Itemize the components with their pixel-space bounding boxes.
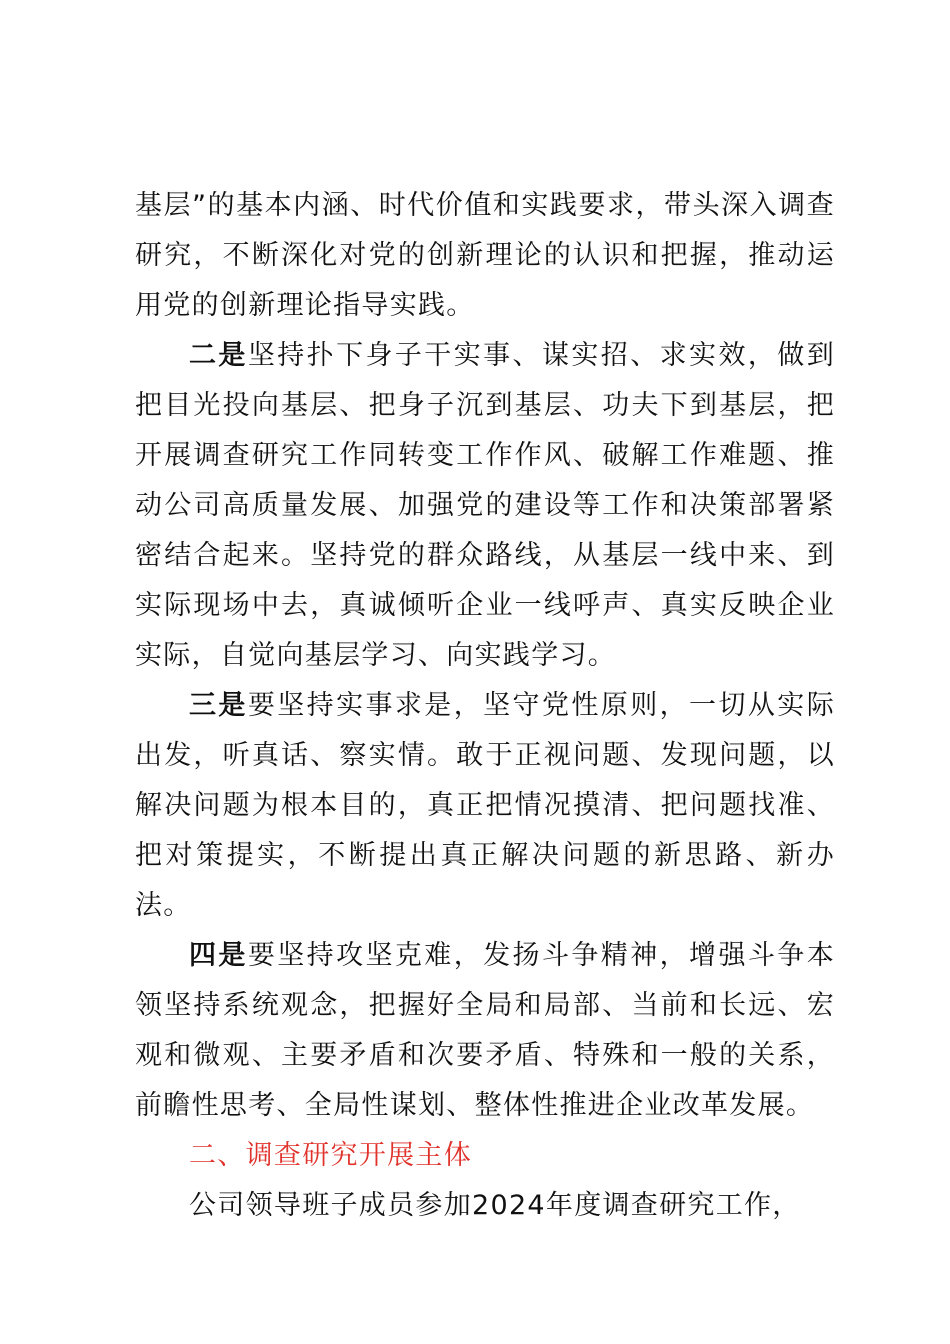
paragraph-text: 坚持扑下身子干实事、谋实招、求实效，做到把目光投向基层、把身子沉到基层、功夫下到基层，把开展调查研究工作同转变工作作风、破解工作难题、推动公司高质量发展、加强党的建设等工作和决策部署紧密结合起来。坚持党的群众路线，从基层一线中来、到实际现场中去，真诚倾听企业一线呼声、真实反映企业实际，自觉向基层学习、向实践学习。: [135, 340, 835, 671]
paragraph-lead: 三是: [189, 690, 248, 721]
paragraph-text: 基层”的基本内涵、时代价值和实践要求，带头深入调查研究，不断深化对党的创新理论的认识和把握，推动运用党的创新理论指导实践。: [135, 190, 835, 321]
paragraph-point-two: [135, 331, 835, 681]
paragraph-point-three: [135, 681, 835, 931]
paragraph-lead: 四是: [189, 940, 248, 971]
paragraph-text: 要坚持实事求是，坚守党性原则，一切从实际出发，听真话、察实情。敢于正视问题、发现问题，以解决问题为根本目的，真正把情况摸清、把问题找准、把对策提实，不断提出真正解决问题的新思路、新办法。: [135, 690, 835, 921]
paragraph-point-four: [135, 931, 835, 1131]
paragraph-text: 要坚持攻坚克难，发扬斗争精神，增强斗争本领坚持系统观念，把握好全局和局部、当前和长远、宏观和微观、主要矛盾和次要矛盾、特殊和一般的关系，前瞻性思考、全局性谋划、整体性推进企业改革发展。: [135, 940, 835, 1121]
paragraph-continuation: [135, 181, 835, 331]
section-heading: 二、调查研究开展主体: [189, 1140, 472, 1171]
document-page: [135, 181, 835, 1231]
paragraph-lead: 二是: [189, 340, 248, 371]
paragraph-section-intro: [135, 1181, 835, 1231]
paragraph-text: 公司领导班子成员参加2024年度调查研究工作，: [189, 1190, 801, 1221]
